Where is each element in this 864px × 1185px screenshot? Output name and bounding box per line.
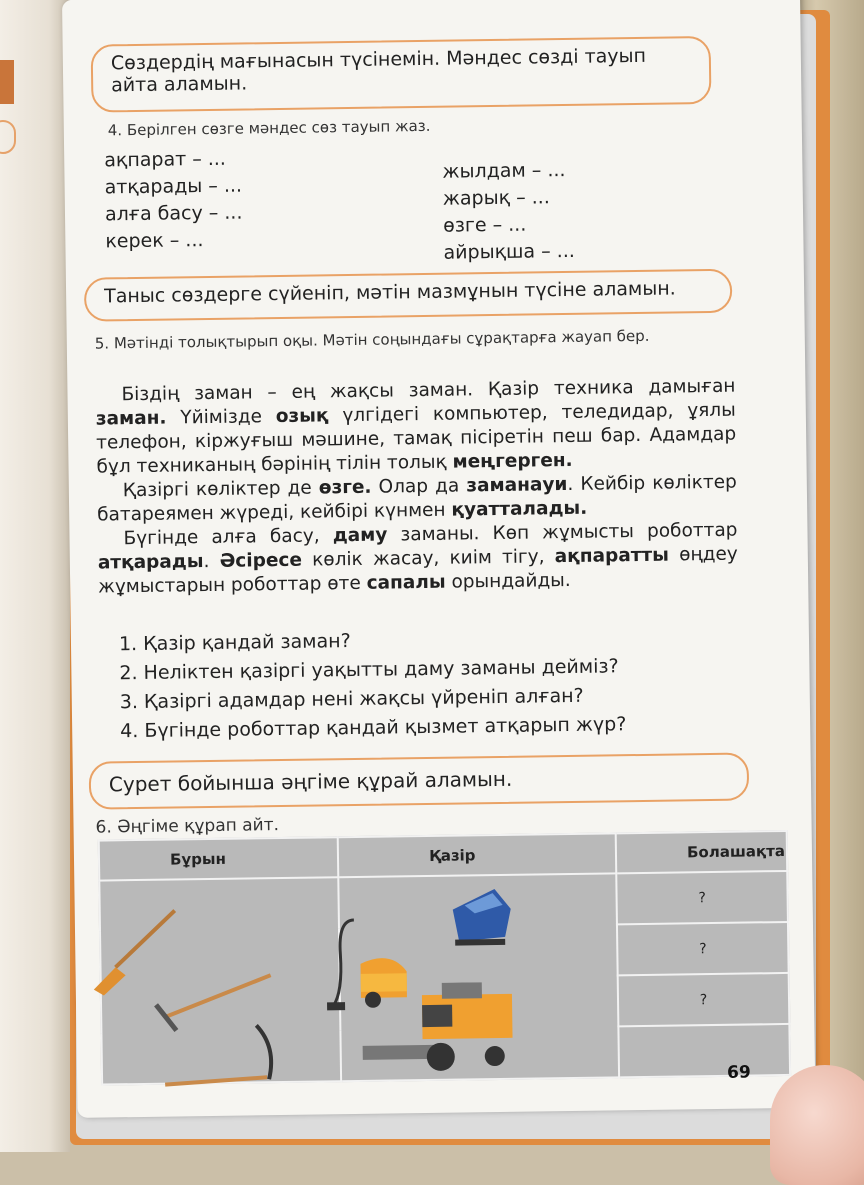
word-right-1: жылдам – ... [442,158,566,183]
learning-goal-1-text: Сөздердің мағынасын түсінемін. Мәндес сөзді тауып айта аламын. [110,44,647,97]
paragraph-2: Қазіргі көліктер де өзге. Олар да заманауи. Кейбір көліктер батареямен жүреді, кейбірі күнмен қуатталады. [97,471,737,526]
column-past: Бұрын [99,837,339,880]
scythe-icon [156,1017,287,1094]
page-number: 69 [726,1062,751,1083]
learning-goal-1 [91,36,712,113]
textbook-page [62,0,816,1118]
adjacent-page-frame [0,120,16,154]
question-2: 2. Неліктен қазіргі уақытты даму заманы дейміз? [119,655,619,685]
paragraph-3: Бүгінде алға басу, даму заманы. Көп жұмысты роботтар атқарады. Әсіресе көлік жасау, киім тігу, ақпаратты өңдеу жұмыстарын роботтар өте сапалы орындайды. [97,519,738,598]
paragraph-1: Біздің заман – ең жақсы заман. Қазір техника дамыған заман. Үйімізде озық үлгідегі компьютер, теледидар, ұялы телефон, кіржуғыш мәшине, тамақ пісіретін пеш бар. Адамдар бұл техниканың бәрінің тілін толық меңгерген. [95,375,737,478]
word-left-4: керек – ... [105,229,204,253]
exercise-5-instruction: 5. Мәтінді толықтырып оқы. Мәтін соңындағы сұрақтарға жауап бер. [94,326,650,353]
question-4: 4. Бүгінде роботтар қандай қызмет атқарып жүр? [120,713,627,743]
question-3: 3. Қазіргі адамдар нені жақсы үйреніп алған? [119,684,584,714]
future-cell-3: ? [618,973,790,1026]
finger [770,1065,864,1185]
combine-harvester-icon [356,982,527,1079]
future-cell-4 [618,1024,790,1077]
word-right-3: өзге – ... [443,213,527,237]
learning-goal-3 [89,752,750,809]
reading-text [95,375,738,600]
word-left-2: атқарады – ... [104,174,243,199]
word-left-1: ақпарат – ... [104,147,227,172]
learning-goal-2 [84,269,733,322]
column-future: Болашақта [616,831,787,873]
question-1: 1. Қазір қандай заман? [118,630,351,656]
word-left-3: алға басу – ... [104,201,243,226]
learning-goal-3-text: Сурет бойынша әңгіме құрай аламын. [108,766,513,797]
adjacent-page-tab [0,60,14,104]
adjacent-page [0,0,70,1152]
word-right-2: жарық – ... [442,186,550,210]
future-cell-1: ? [616,871,788,924]
word-right-4: айрықша – ... [443,239,575,264]
floor-scrubber-icon [444,879,515,950]
learning-goal-2-text: Таныс сөздерге сүйеніп, мәтін мазмұнын түсіне аламын. [103,277,676,308]
column-present: Қазір [338,833,616,877]
future-cell-2: ? [617,922,789,975]
exercise-6-instruction: 6. Әңгіме құрап айт. [95,815,280,838]
exercise-4-instruction: 4. Берілген сөзге мәндес сөз тауып жаз. [107,116,431,140]
